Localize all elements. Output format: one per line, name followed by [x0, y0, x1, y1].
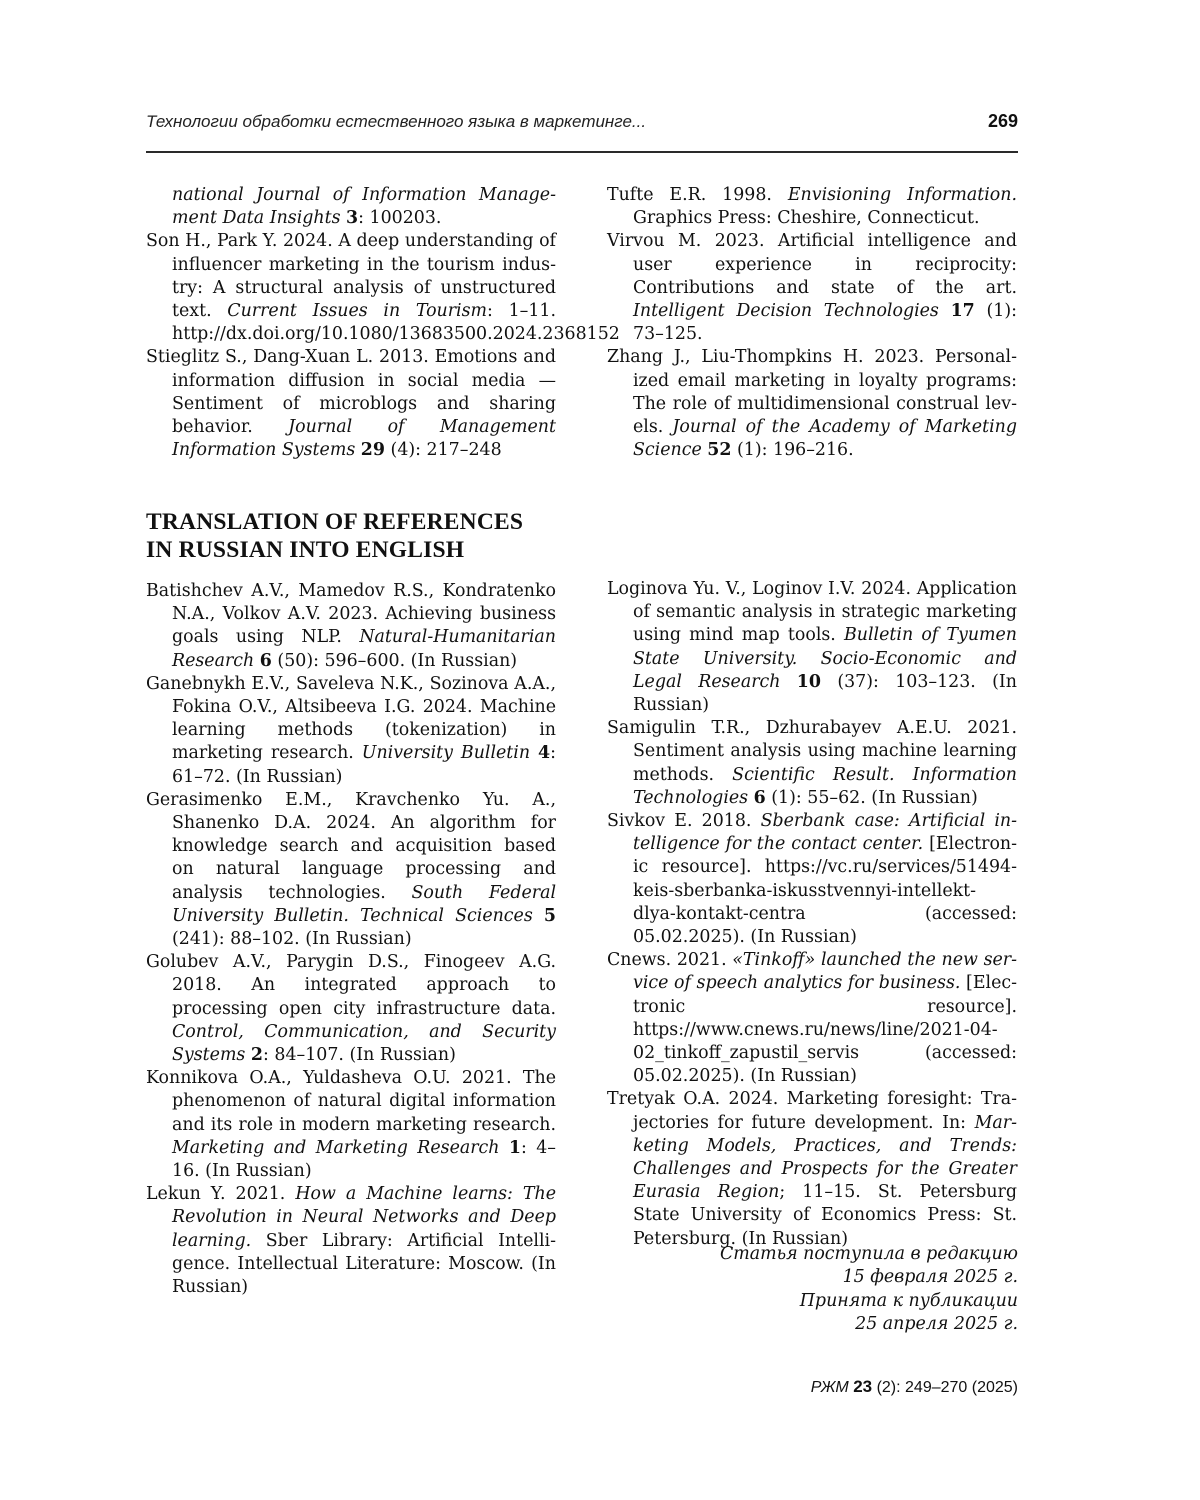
reference-text: (1): 73–125. [633, 301, 1017, 345]
reference-volume: 52 [707, 440, 732, 461]
reference-text: [Electronic resource]. https://www.cnews.ru/news/line/2021-04-02_tinkoff_zapustil_servis (accessed: 05.02.2025). (In Russian) [633, 973, 1017, 1087]
reference-title: national Journal of Information Management Data Insights [172, 185, 556, 229]
journal-name: РЖМ [810, 1379, 849, 1396]
reference-entry [146, 580, 556, 673]
page-number: 269 [987, 111, 1018, 131]
reference-volume: 29 [360, 440, 385, 461]
reference-text: Samigulin T.R., Dzhurabayev A.E.U. 2021. Sentiment analysis using machine learning methods. [607, 718, 1017, 785]
reference-text: : 4–16. (In Russian) [172, 1137, 556, 1182]
reference-title: How a Machine learns: The Revolution in Neural Networks and Deep learning. [172, 1184, 556, 1251]
received-label: Статья поступила в редакцию [719, 1244, 1018, 1264]
reference-entry [607, 578, 1017, 717]
reference-volume: 3 [346, 208, 359, 229]
reference-title: Sberbank case: Artificial intelligence for the contact center. [633, 811, 1017, 855]
reference-entry [607, 346, 1017, 462]
received-date: 15 февраля 2025 г. [842, 1267, 1018, 1288]
reference-text: Tretyak O.A. 2024. Marketing foresight: Trajectories for future development. In: [607, 1089, 1017, 1133]
reference-title: Journal of the Academy of Marketing Science [633, 417, 1017, 461]
reference-volume: 1 [508, 1137, 521, 1158]
reference-text: : 100203. [358, 208, 442, 229]
reference-entry [607, 230, 1017, 346]
reference-volume: 17 [950, 301, 975, 322]
reference-volume: 10 [796, 671, 821, 692]
reference-text: Sber Library: Artificial Intelligence. Intellectual Literature: Moscow. (In Russian) [172, 1230, 556, 1298]
reference-text: Tufte E.R. 1998. [607, 185, 788, 205]
header-rule [146, 151, 1018, 153]
reference-text: Golubev A.V., Parygin D.S., Finogeev A.G. 2018. An integrated approach to processing open city infrastructure data. [146, 952, 556, 1019]
reference-entry [146, 951, 556, 1067]
reference-volume: 5 [543, 905, 556, 926]
reference-title: Marketing Models, Practices, and Trends: Challenges and Prospects for the Greater Eurasia Region [633, 1112, 1017, 1203]
reference-entry [607, 184, 1017, 230]
reference-entry [607, 810, 1017, 949]
reference-text: ; 11–15. St. Petersburg State University of Economics Press: St. Petersburg. (In Russian) [633, 1182, 1017, 1249]
submission-dates [688, 1243, 1018, 1337]
running-header [146, 112, 1018, 142]
reference-entry [146, 789, 556, 951]
reference-entry [146, 673, 556, 789]
reference-text: : 84–107. (In Russian) [263, 1045, 456, 1066]
reference-title: «Tinkoff» launched the new service of speech analytics for business. [633, 950, 1017, 994]
section-heading [146, 508, 576, 564]
reference-volume: 2 [250, 1045, 263, 1066]
references-bottom-left [146, 580, 556, 1299]
reference-text: (1): 55–62. (In Russian) [765, 787, 978, 808]
reference-text: (37): 103–123. (In Russian) [633, 671, 1018, 716]
reference-text: Lekun Y. 2021. [146, 1184, 296, 1205]
reference-text: Virvou M. 2023. Artificial intelligence and user experience in reciprocity: Contributions and state of the art. [607, 231, 1017, 298]
reference-text: (4): 217–248 [385, 440, 502, 461]
accepted-label: Принята к публикации [799, 1290, 1018, 1311]
journal-volume: 23 [853, 1377, 873, 1396]
reference-title: South Federal University Bulletin. Technical Sciences [172, 882, 556, 926]
journal-issue-pages: (2): 249–270 (2025) [872, 1379, 1018, 1396]
reference-text: (1): 196–216. [731, 440, 854, 461]
reference-text: Batishchev A.V., Mamedov R.S., Kondratenko N.A., Volkov A.V. 2023. Achieving business goals using NLP. [146, 581, 556, 648]
reference-entry [146, 184, 556, 230]
reference-entry [146, 1183, 556, 1299]
reference-entry [607, 1088, 1017, 1250]
reference-text: : 1–11. http://dx.doi.org/10.1080/13683500.2024.2368152 [172, 301, 620, 345]
reference-title: Journal of Management Information Systems [172, 417, 556, 461]
reference-text: Konnikova O.A., Yuldasheva O.U. 2021. The phenomenon of natural digital information and its role in modern marketing research. [146, 1068, 556, 1135]
reference-title: Control, Communication, and Security Systems [172, 1021, 556, 1066]
reference-volume: 6 [753, 787, 766, 808]
section-heading-line: TRANSLATION OF REFERENCES [146, 509, 524, 535]
reference-title: Current Issues in Tourism [227, 301, 488, 322]
reference-text: : 61–72. (In Russian) [172, 743, 556, 787]
reference-title: Intelligent Decision Technologies [633, 301, 951, 322]
reference-text: Son H., Park Y. 2024. A deep understanding of influencer marketing in the tourism industry: A structural analysis of unstructured text. [146, 231, 556, 322]
reference-title: Scientific Result. Information Technologies [633, 764, 1017, 808]
reference-text: Ganebnykh E.V., Saveleva N.K., Sozinova A.A., Fokina O.V., Altsibeeva I.G. 2024. Machine learning methods (tokenization) in marketing research. [146, 673, 556, 764]
reference-text: Graphics Press: Cheshire, Connecticut. [633, 208, 980, 229]
reference-title: Bulletin of Tyumen State University. Socio-Economic and Legal Research [633, 625, 1018, 692]
reference-text: Cnews. 2021. [607, 950, 733, 971]
reference-text: [Electronic resource]. https://vc.ru/services/51494-keis-sberbanka-iskusstvennyi-intellekt-dlya-kontakt-centra (accessed: 05.02.2025). (In Russian) [633, 834, 1018, 948]
running-title: Технологии обработки естественного языка в маркетинге... [146, 112, 647, 131]
reference-entry [146, 346, 556, 462]
references-top-right [607, 184, 1017, 462]
reference-text: Stieglitz S., Dang-Xuan L. 2013. Emotions and information diffusion in social media — Sentiment of microblogs and sharing behavior. [146, 347, 556, 438]
reference-text: Zhang J., Liu-Thompkins H. 2023. Personalized email marketing in loyalty programs: The role of multidimensional construal levels. [607, 347, 1017, 438]
reference-text: Loginova Yu. V., Loginov I.V. 2024. Application of semantic analysis in strategic marketing using mind map tools. [607, 579, 1017, 646]
section-heading-line: IN RUSSIAN INTO ENGLISH [146, 537, 465, 563]
reference-title: Envisioning Information. [787, 185, 1017, 205]
reference-text: (50): 596–600. (In Russian) [271, 650, 518, 671]
reference-title: Natural-Humanitarian Research [172, 627, 556, 671]
reference-entry [607, 717, 1017, 810]
reference-entry [607, 949, 1017, 1088]
reference-text: Gerasimenko E.M., Kravchenko Yu. A., Shanenko D.A. 2024. An algorithm for knowledge search and acquisition based on natural language processing and analysis technologies. [146, 789, 556, 903]
reference-text: (241): 88–102. (In Russian) [172, 929, 412, 950]
reference-title: University Bulletin [361, 743, 539, 764]
reference-volume: 4 [538, 743, 551, 764]
reference-entry [146, 230, 620, 346]
reference-title: Marketing and Marketing Research [172, 1137, 509, 1158]
reference-text: Sivkov E. 2018. [607, 811, 761, 832]
accepted-date: 25 апреля 2025 г. [855, 1314, 1018, 1335]
reference-entry [146, 1067, 556, 1183]
reference-volume: 6 [259, 650, 272, 671]
journal-footer [811, 1377, 1018, 1397]
references-bottom-right [607, 578, 1017, 1251]
references-top-left [146, 184, 620, 462]
